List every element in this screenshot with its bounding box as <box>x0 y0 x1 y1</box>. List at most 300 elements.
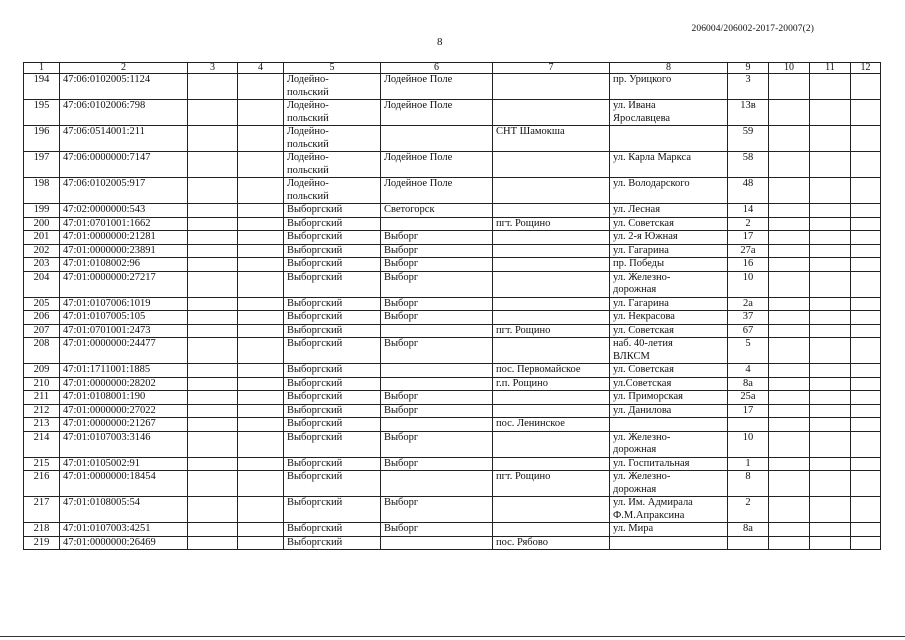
district-line: Выборгский <box>287 324 343 336</box>
district-cell <box>284 311 381 325</box>
empty-cell-col10 <box>769 152 810 178</box>
house-number-cell <box>728 100 769 126</box>
district-line: Лодейно- <box>287 100 329 111</box>
settlement-cell <box>493 244 610 258</box>
street-line: ул. Гагарина <box>613 244 669 256</box>
house-number-cell <box>728 391 769 405</box>
city-name: Выборг <box>384 457 419 469</box>
empty-cell-col4 <box>238 126 284 152</box>
empty-cell-col12 <box>851 152 881 178</box>
settlement-cell <box>493 497 610 523</box>
empty-cell-col10 <box>769 74 810 100</box>
district-line: Выборгский <box>287 258 343 269</box>
city-name: Выборг <box>384 271 419 283</box>
street-line: ул. Советская <box>613 364 674 375</box>
settlement-cell <box>493 471 610 497</box>
cadastral-number-cell <box>60 152 188 178</box>
cadastral-number-cell <box>60 338 188 364</box>
street-cell <box>610 258 728 272</box>
empty-cell-col11 <box>810 311 851 325</box>
house-number: 2 <box>745 217 751 229</box>
district-cell <box>284 74 381 100</box>
empty-cell-col12 <box>851 204 881 218</box>
cadastral-number: 47:01:1711001:1885 <box>63 364 151 375</box>
empty-cell-col4 <box>238 100 284 126</box>
cadastral-number-cell <box>60 391 188 405</box>
cadastral-number-cell <box>60 471 188 497</box>
empty-cell-col11 <box>810 523 851 537</box>
house-number-cell <box>728 418 769 432</box>
empty-cell-col10 <box>769 311 810 325</box>
empty-cell-col10 <box>769 271 810 297</box>
empty-cell-col12 <box>851 178 881 204</box>
district-line: польский <box>287 86 329 98</box>
cadastral-number: 47:06:0102006:798 <box>63 100 146 111</box>
empty-cell-col3 <box>188 74 238 100</box>
city-name: Выборг <box>384 231 419 242</box>
table-row <box>24 244 881 258</box>
table-row <box>24 364 881 378</box>
city-name: Выборг <box>384 338 419 349</box>
empty-cell-col12 <box>851 431 881 457</box>
empty-cell-col3 <box>188 497 238 523</box>
city-name: Выборг <box>384 523 419 534</box>
cadastral-number-cell <box>60 297 188 311</box>
empty-cell-col10 <box>769 338 810 364</box>
cadastral-number: 47:06:0102005:1124 <box>63 74 151 85</box>
settlement-cell <box>493 74 610 100</box>
empty-cell-col4 <box>238 217 284 231</box>
row-number: 205 <box>33 297 50 309</box>
cadastral-number: 47:01:0108005:54 <box>63 497 141 508</box>
city-cell <box>381 311 493 325</box>
district-line: Выборгский <box>287 231 343 242</box>
district-cell <box>284 471 381 497</box>
street-line: ул. Карла Маркса <box>613 152 691 163</box>
column-number: 10 <box>769 63 810 74</box>
cadastral-number-cell <box>60 364 188 378</box>
empty-cell-col12 <box>851 377 881 391</box>
city-name: Лодейное Поле <box>384 100 453 111</box>
street-line: Ф.М.Апраксина <box>613 509 685 521</box>
house-number-cell <box>728 457 769 471</box>
house-number-cell <box>728 431 769 457</box>
street-line: дорожная <box>613 284 657 295</box>
street-line: ул. Володарского <box>613 178 690 189</box>
street-cell <box>610 391 728 405</box>
house-number-cell <box>728 231 769 245</box>
city-cell <box>381 126 493 152</box>
settlement-cell <box>493 152 610 178</box>
row-number: 215 <box>33 457 50 469</box>
row-number-cell <box>24 258 60 272</box>
city-name: Выборг <box>384 391 419 402</box>
cadastral-number: 47:01:0000000:28202 <box>63 377 156 389</box>
empty-cell-col10 <box>769 231 810 245</box>
empty-cell-col12 <box>851 404 881 418</box>
empty-cell-col10 <box>769 418 810 432</box>
empty-cell-col11 <box>810 217 851 231</box>
settlement-name: пос. Первомайское <box>496 364 581 375</box>
row-number-cell <box>24 418 60 432</box>
city-name: Выборг <box>384 244 419 256</box>
cadastral-number: 47:01:0000000:18454 <box>63 471 156 482</box>
row-number-cell <box>24 364 60 378</box>
empty-cell-col12 <box>851 311 881 325</box>
empty-cell-col3 <box>188 431 238 457</box>
settlement-cell <box>493 364 610 378</box>
street-cell <box>610 217 728 231</box>
street-cell <box>610 244 728 258</box>
empty-cell-col4 <box>238 431 284 457</box>
table-row <box>24 204 881 218</box>
settlement-name: г.п. Рощино <box>496 377 549 389</box>
empty-cell-col4 <box>238 244 284 258</box>
settlement-cell <box>493 536 610 550</box>
house-number: 17 <box>742 404 754 416</box>
district-cell <box>284 152 381 178</box>
district-line: Выборгский <box>287 404 343 416</box>
cadastral-number-cell <box>60 523 188 537</box>
table-row <box>24 258 881 272</box>
house-number-cell <box>728 126 769 152</box>
empty-cell-col3 <box>188 204 238 218</box>
house-number-cell <box>728 311 769 325</box>
row-number: 208 <box>33 338 50 349</box>
house-number: 8 <box>745 471 751 482</box>
empty-cell-col11 <box>810 418 851 432</box>
district-line: Выборгский <box>287 457 343 469</box>
cadastral-number-cell <box>60 231 188 245</box>
street-line: ул.Советская <box>613 377 672 389</box>
table-row <box>24 536 881 550</box>
empty-cell-col3 <box>188 271 238 297</box>
cadastral-number: 47:06:0102005:917 <box>63 178 146 189</box>
street-line: ул. Железно- <box>613 471 671 482</box>
district-line: Выборгский <box>287 497 343 508</box>
table-row <box>24 231 881 245</box>
empty-cell-col10 <box>769 523 810 537</box>
district-line: польский <box>287 138 329 150</box>
cadastral-number-cell <box>60 258 188 272</box>
street-cell <box>610 338 728 364</box>
settlement-cell <box>493 126 610 152</box>
empty-cell-col4 <box>238 377 284 391</box>
empty-cell-col12 <box>851 523 881 537</box>
column-number: 4 <box>238 63 284 74</box>
empty-cell-col4 <box>238 271 284 297</box>
empty-cell-col12 <box>851 418 881 432</box>
house-number: 48 <box>742 178 754 189</box>
street-line: ул. Данилова <box>613 404 672 416</box>
city-cell <box>381 391 493 405</box>
street-line: ул. 2-я Южная <box>613 231 678 242</box>
empty-cell-col3 <box>188 418 238 432</box>
empty-cell-col3 <box>188 152 238 178</box>
house-number: 27а <box>740 244 756 256</box>
house-number-cell <box>728 178 769 204</box>
city-cell <box>381 178 493 204</box>
street-cell <box>610 418 728 432</box>
table-row <box>24 74 881 100</box>
street-cell <box>610 523 728 537</box>
street-cell <box>610 497 728 523</box>
table-row <box>24 497 881 523</box>
city-name: Выборг <box>384 431 419 443</box>
district-line: Выборгский <box>287 217 343 229</box>
city-name: Светогорск <box>384 204 435 215</box>
table-row <box>24 457 881 471</box>
row-number: 201 <box>33 231 50 242</box>
table-row <box>24 471 881 497</box>
settlement-cell <box>493 271 610 297</box>
empty-cell-col10 <box>769 324 810 338</box>
street-cell <box>610 231 728 245</box>
house-number-cell <box>728 523 769 537</box>
empty-cell-col11 <box>810 471 851 497</box>
row-number-cell <box>24 431 60 457</box>
street-cell <box>610 364 728 378</box>
empty-cell-col12 <box>851 338 881 364</box>
city-cell <box>381 523 493 537</box>
column-number: 12 <box>851 63 881 74</box>
empty-cell-col4 <box>238 391 284 405</box>
row-number: 202 <box>33 244 50 256</box>
table-row <box>24 178 881 204</box>
street-cell <box>610 457 728 471</box>
empty-cell-col10 <box>769 217 810 231</box>
city-cell <box>381 152 493 178</box>
district-cell <box>284 536 381 550</box>
column-number: 1 <box>24 63 60 74</box>
row-number: 204 <box>33 271 50 283</box>
street-line: пр. Победы <box>613 258 665 269</box>
empty-cell-col3 <box>188 297 238 311</box>
row-number-cell <box>24 377 60 391</box>
empty-cell-col3 <box>188 178 238 204</box>
street-line: ул. Советская <box>613 217 674 229</box>
cadastral-number-cell <box>60 404 188 418</box>
district-cell <box>284 244 381 258</box>
street-cell <box>610 178 728 204</box>
cadastral-number: 47:02:0000000:543 <box>63 204 146 215</box>
house-number-cell <box>728 244 769 258</box>
cadastral-number-cell <box>60 457 188 471</box>
city-cell <box>381 297 493 311</box>
cadastral-number: 47:01:0108002:96 <box>63 258 141 269</box>
settlement-cell <box>493 523 610 537</box>
empty-cell-col10 <box>769 471 810 497</box>
district-cell <box>284 364 381 378</box>
table-row <box>24 297 881 311</box>
city-cell <box>381 74 493 100</box>
district-cell <box>284 178 381 204</box>
empty-cell-col4 <box>238 523 284 537</box>
empty-cell-col3 <box>188 377 238 391</box>
empty-cell-col10 <box>769 404 810 418</box>
district-cell <box>284 324 381 338</box>
table-row <box>24 391 881 405</box>
street-cell <box>610 126 728 152</box>
row-number-cell <box>24 497 60 523</box>
district-line: Лодейно- <box>287 178 329 189</box>
city-cell <box>381 244 493 258</box>
empty-cell-col10 <box>769 244 810 258</box>
house-number-cell <box>728 271 769 297</box>
column-number: 6 <box>381 63 493 74</box>
settlement-cell <box>493 377 610 391</box>
empty-cell-col10 <box>769 377 810 391</box>
city-cell <box>381 258 493 272</box>
empty-cell-col11 <box>810 244 851 258</box>
street-line: наб. 40-летия <box>613 338 673 349</box>
district-line: Выборгский <box>287 297 343 309</box>
empty-cell-col10 <box>769 178 810 204</box>
city-cell <box>381 418 493 432</box>
row-number-cell <box>24 404 60 418</box>
settlement-name: пгт. Рощино <box>496 324 551 336</box>
settlement-name: пос. Ленинское <box>496 418 565 429</box>
row-number-cell <box>24 471 60 497</box>
street-cell <box>610 471 728 497</box>
district-line: Выборгский <box>287 523 343 534</box>
empty-cell-col3 <box>188 231 238 245</box>
cadastral-number: 47:01:0000000:24477 <box>63 338 156 349</box>
district-line: Выборгский <box>287 244 343 256</box>
house-number: 17 <box>742 231 754 242</box>
row-number: 216 <box>33 471 50 482</box>
row-number: 196 <box>33 126 50 137</box>
empty-cell-col12 <box>851 497 881 523</box>
district-cell <box>284 377 381 391</box>
empty-cell-col12 <box>851 324 881 338</box>
table-row <box>24 338 881 364</box>
district-cell <box>284 497 381 523</box>
house-number: 4 <box>745 364 751 375</box>
house-number: 13в <box>740 100 756 111</box>
street-cell <box>610 271 728 297</box>
row-number: 218 <box>33 523 50 534</box>
row-number-cell <box>24 457 60 471</box>
house-number-cell <box>728 297 769 311</box>
empty-cell-col4 <box>238 297 284 311</box>
row-number: 207 <box>33 324 50 336</box>
row-number-cell <box>24 204 60 218</box>
row-number: 214 <box>33 431 50 443</box>
table-row <box>24 324 881 338</box>
cadastral-number-cell <box>60 100 188 126</box>
street-line: дорожная <box>613 483 657 495</box>
street-cell <box>610 152 728 178</box>
cadastral-number-cell <box>60 311 188 325</box>
row-number-cell <box>24 126 60 152</box>
cadastral-number: 47:01:0701001:1662 <box>63 217 151 229</box>
empty-cell-col12 <box>851 457 881 471</box>
cadastral-number-cell <box>60 178 188 204</box>
settlement-cell <box>493 258 610 272</box>
empty-cell-col11 <box>810 536 851 550</box>
cadastral-number: 47:06:0514001:211 <box>63 126 145 137</box>
settlement-cell <box>493 391 610 405</box>
city-name: Выборг <box>384 311 419 322</box>
house-number: 1 <box>745 457 751 469</box>
cadastral-number: 47:01:0000000:27217 <box>63 271 156 283</box>
district-cell <box>284 271 381 297</box>
district-cell <box>284 297 381 311</box>
city-cell <box>381 338 493 364</box>
empty-cell-col11 <box>810 204 851 218</box>
empty-cell-col11 <box>810 231 851 245</box>
street-line: ул. Им. Адмирала <box>613 497 693 508</box>
empty-cell-col4 <box>238 457 284 471</box>
cadastral-number: 47:01:0108001:190 <box>63 391 146 402</box>
cadastral-number: 47:01:0107005:105 <box>63 311 146 322</box>
district-line: Выборгский <box>287 536 343 548</box>
empty-cell-col4 <box>238 404 284 418</box>
cadastral-number-cell <box>60 536 188 550</box>
row-number: 199 <box>33 204 50 215</box>
row-number: 211 <box>33 391 50 402</box>
cadastral-number: 47:01:0000000:21281 <box>63 231 156 242</box>
cadastral-number-cell <box>60 126 188 152</box>
district-cell <box>284 204 381 218</box>
empty-cell-col3 <box>188 536 238 550</box>
city-cell <box>381 364 493 378</box>
empty-cell-col10 <box>769 457 810 471</box>
house-number: 2 <box>745 497 751 508</box>
city-name: Выборг <box>384 258 419 269</box>
empty-cell-col11 <box>810 126 851 152</box>
street-cell <box>610 536 728 550</box>
empty-cell-col3 <box>188 311 238 325</box>
street-line: ул. Приморская <box>613 391 683 402</box>
cadastral-number-cell <box>60 244 188 258</box>
empty-cell-col11 <box>810 258 851 272</box>
row-number-cell <box>24 178 60 204</box>
empty-cell-col10 <box>769 204 810 218</box>
table-row <box>24 271 881 297</box>
street-line: ул. Лесная <box>613 204 661 215</box>
empty-cell-col4 <box>238 204 284 218</box>
house-number-cell <box>728 338 769 364</box>
row-number-cell <box>24 324 60 338</box>
table-row <box>24 217 881 231</box>
district-line: Выборгский <box>287 271 343 283</box>
house-number: 14 <box>742 204 754 215</box>
row-number: 212 <box>33 404 50 416</box>
row-number: 206 <box>33 311 50 322</box>
house-number: 59 <box>742 126 754 137</box>
settlement-name: пгт. Рощино <box>496 217 551 229</box>
empty-cell-col11 <box>810 271 851 297</box>
empty-cell-col11 <box>810 338 851 364</box>
empty-cell-col11 <box>810 497 851 523</box>
empty-cell-col3 <box>188 391 238 405</box>
house-number-cell <box>728 471 769 497</box>
house-number-cell <box>728 536 769 550</box>
empty-cell-col11 <box>810 152 851 178</box>
cadastral-number: 47:01:0107003:3146 <box>63 431 151 443</box>
empty-cell-col11 <box>810 297 851 311</box>
district-line: польский <box>287 190 329 202</box>
empty-cell-col11 <box>810 100 851 126</box>
column-number: 8 <box>610 63 728 74</box>
empty-cell-col12 <box>851 74 881 100</box>
empty-cell-col12 <box>851 297 881 311</box>
column-number-row <box>24 63 881 74</box>
empty-cell-col4 <box>238 338 284 364</box>
empty-cell-col3 <box>188 100 238 126</box>
